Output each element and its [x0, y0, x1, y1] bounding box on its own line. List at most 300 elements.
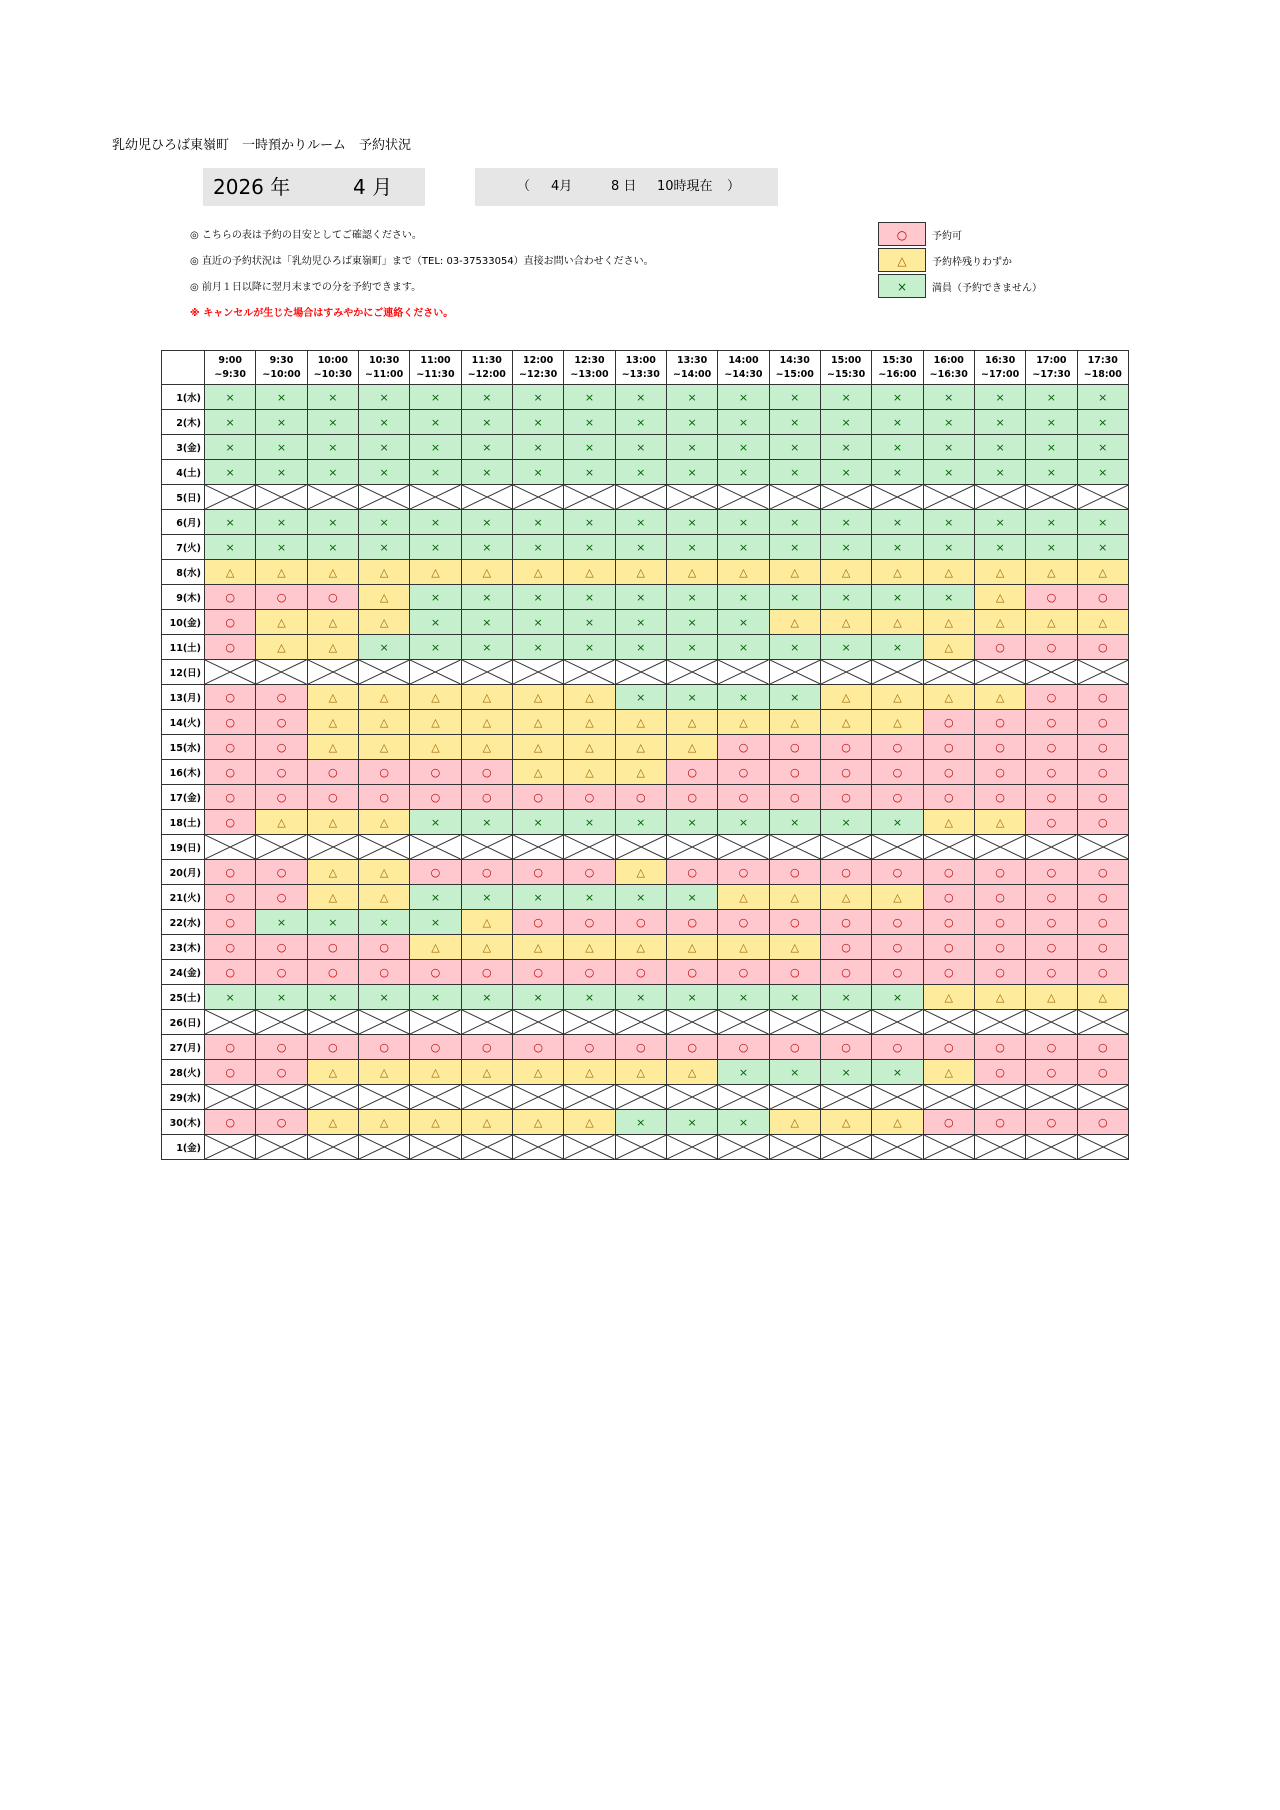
few-left-cell: △: [564, 710, 615, 735]
closed-cross-icon: [616, 1010, 666, 1034]
full-cell: ×: [820, 510, 871, 535]
closed-cell: [923, 1010, 974, 1035]
full-cell: ×: [666, 585, 717, 610]
closed-cell: [256, 835, 307, 860]
closed-cell: [256, 485, 307, 510]
few-left-cell: △: [307, 635, 358, 660]
full-cell: ×: [769, 410, 820, 435]
available-cell: ○: [923, 860, 974, 885]
closed-cross-icon: [1026, 835, 1076, 859]
few-left-cell: △: [461, 560, 512, 585]
slot-start: 13:30: [676, 354, 708, 366]
available-cell: ○: [461, 1035, 512, 1060]
full-cell: ×: [512, 385, 563, 410]
closed-cross-icon: [770, 660, 820, 684]
full-cell: ×: [512, 435, 563, 460]
full-cell: ×: [512, 985, 563, 1010]
full-cell: ×: [615, 685, 666, 710]
closed-cell: [512, 1010, 563, 1035]
full-cell: ×: [872, 435, 923, 460]
closed-cell: [872, 835, 923, 860]
full-cell: ×: [307, 410, 358, 435]
available-cell: ○: [205, 885, 256, 910]
day-label: 9(木): [162, 585, 205, 610]
page-title: 乳幼児ひろば東嶺町 一時預かりルーム 予約状況: [112, 138, 412, 153]
closed-cell: [820, 835, 871, 860]
full-cell: ×: [1026, 510, 1077, 535]
full-cell: ×: [307, 435, 358, 460]
closed-cell: [615, 835, 666, 860]
closed-cell: [461, 660, 512, 685]
slot-end: ~14:00: [673, 368, 712, 380]
full-cell: ×: [461, 585, 512, 610]
day-label: 16(木): [162, 760, 205, 785]
closed-cell: [461, 1135, 512, 1160]
full-cell: ×: [769, 460, 820, 485]
available-cell: ○: [1026, 1035, 1077, 1060]
few-left-cell: △: [461, 1060, 512, 1085]
few-left-cell: △: [769, 560, 820, 585]
closed-cell: [615, 1010, 666, 1035]
few-left-cell: △: [256, 610, 307, 635]
closed-cross-icon: [256, 1135, 306, 1159]
day-label: 20(月): [162, 860, 205, 885]
few-left-cell: △: [666, 935, 717, 960]
available-cell: ○: [974, 635, 1025, 660]
closed-cross-icon: [667, 1085, 717, 1109]
full-cell: ×: [564, 435, 615, 460]
full-cell: ×: [256, 985, 307, 1010]
slot-end: ~18:00: [1083, 368, 1122, 380]
closed-cell: [512, 660, 563, 685]
available-cell: ○: [205, 1060, 256, 1085]
day-row: [162, 585, 1129, 610]
available-cell: ○: [1077, 810, 1128, 835]
few-left-cell: △: [974, 560, 1025, 585]
few-left-cell: △: [512, 685, 563, 710]
note-item: ◎ こちらの表は予約の目安としてご確認ください。: [190, 230, 422, 241]
full-cell: ×: [461, 635, 512, 660]
full-cell: ×: [461, 535, 512, 560]
time-slot-header: [872, 351, 923, 385]
few-left-cell: △: [410, 710, 461, 735]
time-slot-header: [307, 351, 358, 385]
closed-cell: [820, 660, 871, 685]
day-label: 1(水): [162, 385, 205, 410]
closed-cell: [564, 1085, 615, 1110]
available-cell: ○: [1077, 1110, 1128, 1135]
full-cell: ×: [615, 435, 666, 460]
full-cell: ×: [615, 510, 666, 535]
time-slot-header: [974, 351, 1025, 385]
closed-cell: [564, 485, 615, 510]
full-cell: ×: [666, 885, 717, 910]
closed-cross-icon: [359, 1135, 409, 1159]
full-cell: ×: [718, 535, 769, 560]
available-cell: ○: [820, 960, 871, 985]
closed-cross-icon: [872, 1135, 922, 1159]
available-cell: ○: [1077, 635, 1128, 660]
few-left-cell: △: [769, 710, 820, 735]
full-cell: ×: [820, 635, 871, 660]
few-left-cell: △: [564, 760, 615, 785]
available-cell: ○: [205, 1035, 256, 1060]
few-left-cell: △: [974, 985, 1025, 1010]
full-cell: ×: [205, 385, 256, 410]
available-cell: ○: [666, 760, 717, 785]
full-cell: ×: [872, 510, 923, 535]
closed-cross-icon: [513, 1135, 563, 1159]
available-cell: ○: [1026, 735, 1077, 760]
available-cell: ○: [923, 760, 974, 785]
closed-cell: [769, 485, 820, 510]
available-cell: ○: [718, 760, 769, 785]
available-cell: ○: [307, 1035, 358, 1060]
closed-cross-icon: [1078, 1085, 1128, 1109]
full-cell: ×: [769, 585, 820, 610]
closed-cross-icon: [821, 835, 871, 859]
available-symbol: ○: [878, 222, 926, 246]
as-of-month: 4月: [551, 179, 573, 194]
closed-cross-icon: [616, 1085, 666, 1109]
closed-cross-icon: [308, 485, 358, 509]
full-cell: ×: [666, 985, 717, 1010]
closed-cross-icon: [872, 835, 922, 859]
full-cell: ×: [820, 460, 871, 485]
closed-cross-icon: [718, 835, 768, 859]
available-cell: ○: [1026, 810, 1077, 835]
available-cell: ○: [410, 960, 461, 985]
closed-cell: [666, 660, 717, 685]
available-cell: ○: [769, 760, 820, 785]
available-cell: ○: [1077, 685, 1128, 710]
closed-cross-icon: [205, 1010, 255, 1034]
few-left-cell: △: [974, 810, 1025, 835]
closed-cross-icon: [667, 485, 717, 509]
closed-cell: [256, 660, 307, 685]
day-row: [162, 1010, 1129, 1035]
full-cell: ×: [461, 510, 512, 535]
few-left-cell: △: [307, 685, 358, 710]
few-left-cell: △: [1026, 560, 1077, 585]
few-left-cell: △: [358, 560, 409, 585]
available-cell: ○: [1026, 635, 1077, 660]
slot-start: 10:30: [369, 354, 400, 366]
available-cell: ○: [820, 785, 871, 810]
full-cell: ×: [410, 385, 461, 410]
few-left-cell: △: [256, 810, 307, 835]
full-cell: ×: [564, 460, 615, 485]
slot-start: 14:30: [779, 354, 810, 366]
available-cell: ○: [564, 1035, 615, 1060]
full-cell: ×: [923, 410, 974, 435]
available-cell: ○: [461, 860, 512, 885]
full-cell: ×: [256, 435, 307, 460]
full-cell: ×: [358, 510, 409, 535]
day-row: [162, 960, 1129, 985]
few-left-cell: △: [307, 560, 358, 585]
legend: [878, 221, 1042, 299]
few-left-cell: △: [820, 685, 871, 710]
month-label: 4 月: [353, 175, 393, 199]
full-cell: ×: [820, 385, 871, 410]
full-cell: ×: [564, 985, 615, 1010]
full-cell: ×: [923, 585, 974, 610]
full-cell: ×: [410, 985, 461, 1010]
available-cell: ○: [1026, 885, 1077, 910]
few-left-cell: △: [358, 685, 409, 710]
available-cell: ○: [1026, 785, 1077, 810]
day-row: [162, 635, 1129, 660]
full-cell: ×: [1077, 410, 1128, 435]
few-left-cell: △: [974, 610, 1025, 635]
available-cell: ○: [410, 1035, 461, 1060]
available-cell: ○: [923, 785, 974, 810]
available-cell: ○: [923, 935, 974, 960]
available-cell: ○: [512, 785, 563, 810]
available-cell: ○: [872, 735, 923, 760]
few-left-cell: △: [564, 1060, 615, 1085]
full-cell: ×: [564, 410, 615, 435]
full-cell: ×: [666, 435, 717, 460]
available-cell: ○: [923, 1035, 974, 1060]
few-left-cell: △: [872, 1110, 923, 1135]
time-slot-header: [461, 351, 512, 385]
closed-cell: [1077, 485, 1128, 510]
closed-cross-icon: [616, 660, 666, 684]
available-cell: ○: [358, 760, 409, 785]
closed-cell: [307, 1085, 358, 1110]
available-cell: ○: [307, 785, 358, 810]
few-left-cell: △: [769, 935, 820, 960]
closed-cross-icon: [975, 835, 1025, 859]
slot-end: ~12:30: [519, 368, 558, 380]
slot-end: ~10:00: [262, 368, 301, 380]
available-cell: ○: [1077, 960, 1128, 985]
full-cell: ×: [358, 435, 409, 460]
closed-cross-icon: [564, 1085, 614, 1109]
closed-cross-icon: [564, 835, 614, 859]
day-row: [162, 885, 1129, 910]
slot-start: 12:00: [523, 354, 554, 366]
full-cell: ×: [718, 635, 769, 660]
full-cell: ×: [872, 985, 923, 1010]
few-left-cell: △: [512, 560, 563, 585]
full-cell: ×: [205, 410, 256, 435]
few-left-cell: △: [512, 735, 563, 760]
full-cell: ×: [461, 460, 512, 485]
closed-cell: [307, 485, 358, 510]
full-cell: ×: [1077, 385, 1128, 410]
available-cell: ○: [205, 810, 256, 835]
few-left-cell: △: [1077, 560, 1128, 585]
day-label: 12(日): [162, 660, 205, 685]
closed-cross-icon: [359, 485, 409, 509]
as-of-box: [475, 168, 778, 206]
closed-cell: [820, 1010, 871, 1035]
time-header-row: [162, 351, 1129, 385]
available-cell: ○: [256, 685, 307, 710]
closed-cross-icon: [410, 1135, 460, 1159]
few-left-cell: △: [564, 935, 615, 960]
closed-cross-icon: [513, 835, 563, 859]
available-cell: ○: [205, 910, 256, 935]
full-cell: ×: [872, 410, 923, 435]
few-left-cell: △: [358, 710, 409, 735]
closed-cross-icon: [975, 660, 1025, 684]
available-cell: ○: [615, 960, 666, 985]
legend-label: 予約可: [932, 230, 962, 242]
time-slot-header: [358, 351, 409, 385]
full-cell: ×: [769, 985, 820, 1010]
closed-cross-icon: [924, 485, 974, 509]
day-label: 6(月): [162, 510, 205, 535]
closed-cell: [205, 1135, 256, 1160]
available-cell: ○: [1077, 935, 1128, 960]
full-cell: ×: [358, 910, 409, 935]
few-left-cell: △: [564, 735, 615, 760]
full-cell: ×: [461, 435, 512, 460]
available-cell: ○: [872, 760, 923, 785]
available-cell: ○: [718, 910, 769, 935]
few-left-cell: △: [820, 885, 871, 910]
few-left-cell: △: [461, 1110, 512, 1135]
full-cell: ×: [666, 810, 717, 835]
closed-cross-icon: [308, 835, 358, 859]
few-left-cell: △: [512, 935, 563, 960]
slot-start: 16:30: [984, 354, 1016, 366]
full-cell: ×: [820, 435, 871, 460]
full-cell: ×: [769, 510, 820, 535]
available-cell: ○: [461, 785, 512, 810]
available-cell: ○: [820, 935, 871, 960]
available-cell: ○: [256, 1035, 307, 1060]
closed-cell: [410, 1085, 461, 1110]
few-left-cell: △: [358, 585, 409, 610]
closed-cross-icon: [821, 660, 871, 684]
notes-list: [190, 228, 654, 332]
few-left-cell: △: [358, 885, 409, 910]
available-cell: ○: [718, 960, 769, 985]
closed-cell: [923, 485, 974, 510]
slot-end: ~16:30: [929, 368, 968, 380]
available-cell: ○: [1077, 1060, 1128, 1085]
day-label: 17(金): [162, 785, 205, 810]
few-left-cell: △: [410, 1110, 461, 1135]
day-row: [162, 810, 1129, 835]
closed-cross-icon: [872, 660, 922, 684]
closed-cell: [666, 1010, 717, 1035]
closed-cross-icon: [770, 1135, 820, 1159]
available-cell: ○: [1077, 885, 1128, 910]
closed-cross-icon: [359, 1085, 409, 1109]
day-row: [162, 460, 1129, 485]
day-label: 3(金): [162, 435, 205, 460]
slot-end: ~14:30: [724, 368, 763, 380]
day-row: [162, 410, 1129, 435]
full-cell: ×: [461, 885, 512, 910]
closed-cell: [718, 1085, 769, 1110]
closed-cell: [461, 1010, 512, 1035]
full-cell: ×: [205, 435, 256, 460]
few-left-cell: △: [307, 860, 358, 885]
full-cell: ×: [666, 635, 717, 660]
available-cell: ○: [307, 960, 358, 985]
day-label: 26(日): [162, 1010, 205, 1035]
few-left-symbol: △: [878, 248, 926, 272]
closed-cross-icon: [1026, 1010, 1076, 1034]
full-cell: ×: [1077, 460, 1128, 485]
full-cell: ×: [358, 985, 409, 1010]
closed-cell: [872, 1010, 923, 1035]
closed-cross-icon: [1078, 1135, 1128, 1159]
available-cell: ○: [872, 910, 923, 935]
available-cell: ○: [205, 610, 256, 635]
available-cell: ○: [205, 635, 256, 660]
closed-cell: [872, 485, 923, 510]
few-left-cell: △: [461, 910, 512, 935]
available-cell: ○: [307, 585, 358, 610]
full-cell: ×: [820, 410, 871, 435]
few-left-cell: △: [564, 1110, 615, 1135]
day-row: [162, 1060, 1129, 1085]
closed-cross-icon: [462, 1135, 512, 1159]
time-slot-header: [615, 351, 666, 385]
as-of-time: 10時現在: [657, 179, 713, 194]
day-row: [162, 660, 1129, 685]
time-slot-header: [205, 351, 256, 385]
full-cell: ×: [718, 810, 769, 835]
closed-cross-icon: [359, 835, 409, 859]
full-cell: ×: [461, 985, 512, 1010]
year-label: 2026 年: [213, 175, 291, 199]
full-cell: ×: [410, 510, 461, 535]
full-cell: ×: [974, 385, 1025, 410]
few-left-cell: △: [718, 935, 769, 960]
closed-cell: [410, 485, 461, 510]
full-cell: ×: [564, 385, 615, 410]
full-cell: ×: [872, 810, 923, 835]
few-left-cell: △: [666, 560, 717, 585]
full-cell: ×: [820, 985, 871, 1010]
closed-cell: [205, 835, 256, 860]
full-cell: ×: [718, 385, 769, 410]
slot-start: 15:30: [882, 354, 913, 366]
available-cell: ○: [666, 860, 717, 885]
slot-end: ~12:00: [467, 368, 506, 380]
closed-cell: [820, 485, 871, 510]
closed-cell: [974, 485, 1025, 510]
full-cell: ×: [410, 585, 461, 610]
closed-cross-icon: [513, 1010, 563, 1034]
full-cell: ×: [615, 535, 666, 560]
available-cell: ○: [974, 710, 1025, 735]
few-left-cell: △: [410, 735, 461, 760]
full-cell: ×: [205, 535, 256, 560]
available-cell: ○: [256, 935, 307, 960]
time-slot-header: [564, 351, 615, 385]
closed-cell: [666, 485, 717, 510]
available-cell: ○: [461, 960, 512, 985]
closed-cell: [358, 1085, 409, 1110]
full-cell: ×: [718, 585, 769, 610]
full-cell: ×: [1077, 510, 1128, 535]
few-left-cell: △: [512, 1110, 563, 1135]
full-cell: ×: [512, 535, 563, 560]
day-label: 4(土): [162, 460, 205, 485]
few-left-cell: △: [872, 710, 923, 735]
few-left-cell: △: [769, 610, 820, 635]
